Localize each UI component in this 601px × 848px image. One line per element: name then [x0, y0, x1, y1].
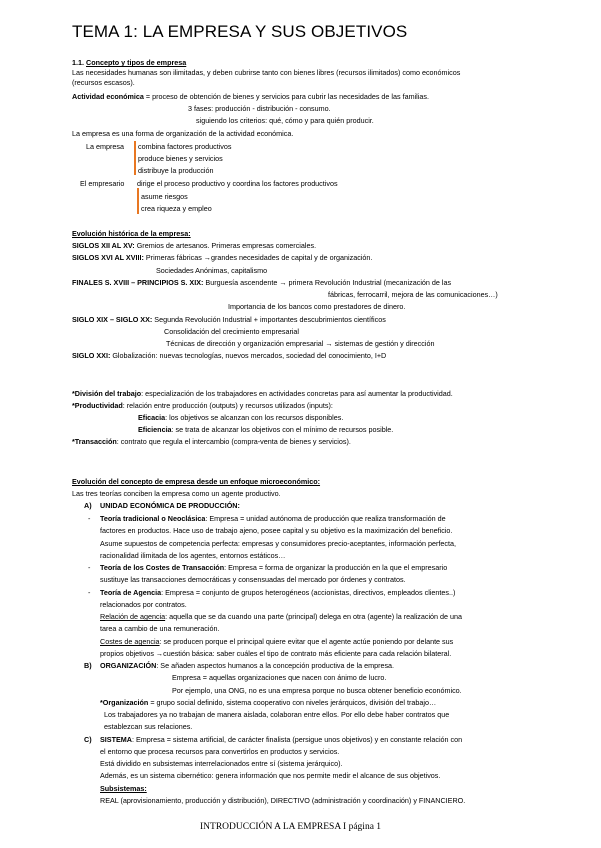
paragraph-line: Los trabajadores ya no trabajan de manera aislada, colaboran entre ellos. Por ello debe haber contratos que: [104, 710, 450, 719]
theory-line: sustituye las transacciones democráticas y consensuadas del mercado por órdenes y contratos.: [100, 575, 406, 584]
page-footer: INTRODUCCIÓN A LA EMPRESA I página 1: [200, 822, 382, 832]
theory-line: racionalidad ilimitada de los agentes, entornos estáticos…: [100, 551, 286, 560]
paragraph-line: REAL (aprovisionamiento, producción y distribución), DIRECTIVO (administración y coordinación) y FINANCIERO.: [100, 796, 466, 805]
history-line: Importancia de los bancos como prestadores de dinero.: [228, 302, 406, 311]
theory-line: propios objetivos →cuestión básica: saber cuáles el tipo de contrato más eficiente para cada relación bilateral.: [100, 649, 452, 658]
bracket-bar: [134, 141, 136, 175]
bullet-dash: -: [88, 514, 91, 523]
bullet-dash: -: [88, 563, 91, 572]
list-item: crea riqueza y empleo: [141, 204, 212, 213]
history-line: SIGLOS XII AL XV: Gremios de artesanos. Primeras empresas comerciales.: [72, 241, 317, 250]
subsection-title: SISTEMA: Empresa = sistema artificial, de carácter finalista (persigue unos objetivos) y en constante relación con: [100, 735, 463, 744]
history-line: Consolidación del crecimiento empresarial: [164, 327, 300, 336]
history-line: SIGLOS XVI AL XVIII: Primeras fábricas →grandes necesidades de capital y de organización.: [72, 253, 373, 262]
list-marker: A): [84, 501, 92, 510]
history-line: SIGLO XXI: Globalización: nuevas tecnologías, nuevos mercados, sociedad del conocimiento, I+D: [72, 351, 387, 360]
theory-line: Relación de agencia: aquella que se da cuando una parte (principal) delega en otra (agente) la realización de una: [100, 612, 463, 621]
paragraph-line: siguiendo los criterios: qué, cómo y para quién producir.: [196, 116, 374, 125]
subsection-title: ORGANIZACIÓN: Se añaden aspectos humanos a la concepción productiva de la empresa.: [100, 661, 395, 670]
paragraph-line: La empresa es una forma de organización de la actividad económica.: [72, 129, 294, 138]
section-heading: Evolución del concepto de empresa desde un enfoque microeconómico:: [72, 477, 321, 486]
section-heading: 1.1. Concepto y tipos de empresa: [72, 58, 187, 67]
paragraph-line: Las tres teorías conciben la empresa como un agente productivo.: [72, 489, 281, 498]
list-item: combina factores productivos: [138, 142, 232, 151]
subsection-title: UNIDAD ECONÓMICA DE PRODUCCIÓN:: [100, 501, 240, 510]
paragraph-line: *Organización = grupo social definido, sistema cooperativo con niveles jerárquicos, división del trabajo…: [100, 698, 437, 707]
list-marker: B): [84, 661, 92, 670]
paragraph-line: Además, es un sistema cibernético: genera información que nos permite medir el alcance de sus objetivos.: [100, 771, 441, 780]
definition-line: Eficacia: los objetivos se alcanzan con los recursos disponibles.: [138, 413, 344, 422]
definition-line: Eficiencia: se trata de alcanzar los objetivos con el mínimo de recursos posible.: [138, 425, 394, 434]
paragraph-line: 3 fases: producción - distribución - consumo.: [188, 104, 331, 113]
list-item: distribuye la producción: [138, 166, 214, 175]
theory-line: Teoría tradicional o Neoclásica: Empresa = unidad autónoma de producción que realiza transformación de: [100, 514, 446, 523]
paragraph-line: (recursos escasos).: [72, 78, 135, 87]
theory-line: Costes de agencia: se producen porque el principal quiere evitar que el agente actúe poniendo por delante sus: [100, 637, 454, 646]
theory-line: Teoría de Agencia: Empresa = conjunto de grupos heterogéneos (accionistas, directivos, empleados clientes..): [100, 588, 456, 597]
paragraph-line: el entorno que procesa recursos para convertirlos en productos y servicios.: [100, 747, 340, 756]
bullet-dash: -: [88, 588, 91, 597]
history-line: SIGLO XIX – SIGLO XX: Segunda Revolución Industrial + importantes descubrimientos científicos: [72, 315, 386, 324]
paragraph-line: Por ejemplo, una ONG, no es una empresa porque no busca obtener beneficio económico.: [172, 686, 462, 695]
empresario-label: El empresario: [80, 179, 125, 188]
list-item: dirige el proceso productivo y coordina los factores productivos: [137, 179, 338, 188]
history-line: fábricas, ferrocarril, mejora de las comunicaciones…): [328, 290, 498, 299]
paragraph-line: Está dividido en subsistemas interrelacionados entre sí (sistema jerárquico).: [100, 759, 343, 768]
definition-line: *Productividad: relación entre producción (outputs) y recursos utilizados (inputs):: [72, 401, 333, 410]
bracket-bar: [137, 188, 139, 214]
history-line: Técnicas de dirección y organización empresarial → sistemas de gestión y dirección: [166, 339, 435, 348]
paragraph-line: establezcan sus relaciones.: [104, 722, 193, 731]
page-title: TEMA 1: LA EMPRESA Y SUS OBJETIVOS: [72, 22, 408, 41]
empresa-label: La empresa: [86, 142, 124, 151]
definition-line: Actividad económica = proceso de obtención de bienes y servicios para cubrir las necesidades de las familias.: [72, 92, 429, 101]
history-line: Sociedades Anónimas, capitalismo: [156, 266, 268, 275]
section-heading: Evolución histórica de la empresa:: [72, 229, 191, 238]
theory-line: tarea a cambio de una remuneración.: [100, 624, 220, 633]
paragraph-line: Empresa = aquellas organizaciones que nacen con ánimo de lucro.: [172, 673, 387, 682]
history-line: FINALES S. XVIII – PRINCIPIOS S. XIX: Burguesía ascendente → primera Revolución Industrial (mecanización de las: [72, 278, 452, 287]
paragraph-line: Las necesidades humanas son ilimitadas, y deben cubrirse tanto con bienes libres (recursos ilimitados) como económicos: [72, 68, 461, 77]
theory-line: factores en productos. Hace uso de trabajo ajeno, posee capital y su objetivo es la maximización del beneficio.: [100, 526, 453, 535]
definition-line: *Transacción: contrato que regula el intercambio (compra-venta de bienes y servicios).: [72, 437, 351, 446]
theory-line: Asume supuestos de competencia perfecta: empresas y consumidores precio-aceptantes, información perfecta,: [100, 539, 456, 548]
list-item: produce bienes y servicios: [138, 154, 223, 163]
theory-line: Teoría de los Costes de Transacción: Empresa = forma de organizar la producción en la que el empresario: [100, 563, 448, 572]
list-marker: C): [84, 735, 92, 744]
theory-line: relacionados por contratos.: [100, 600, 187, 609]
subsystems-heading: Subsistemas:: [100, 784, 147, 793]
definition-line: *División del trabajo: especialización de los trabajadores en actividades concretas para así aumentar la productividad.: [72, 389, 453, 398]
list-item: asume riesgos: [141, 192, 188, 201]
